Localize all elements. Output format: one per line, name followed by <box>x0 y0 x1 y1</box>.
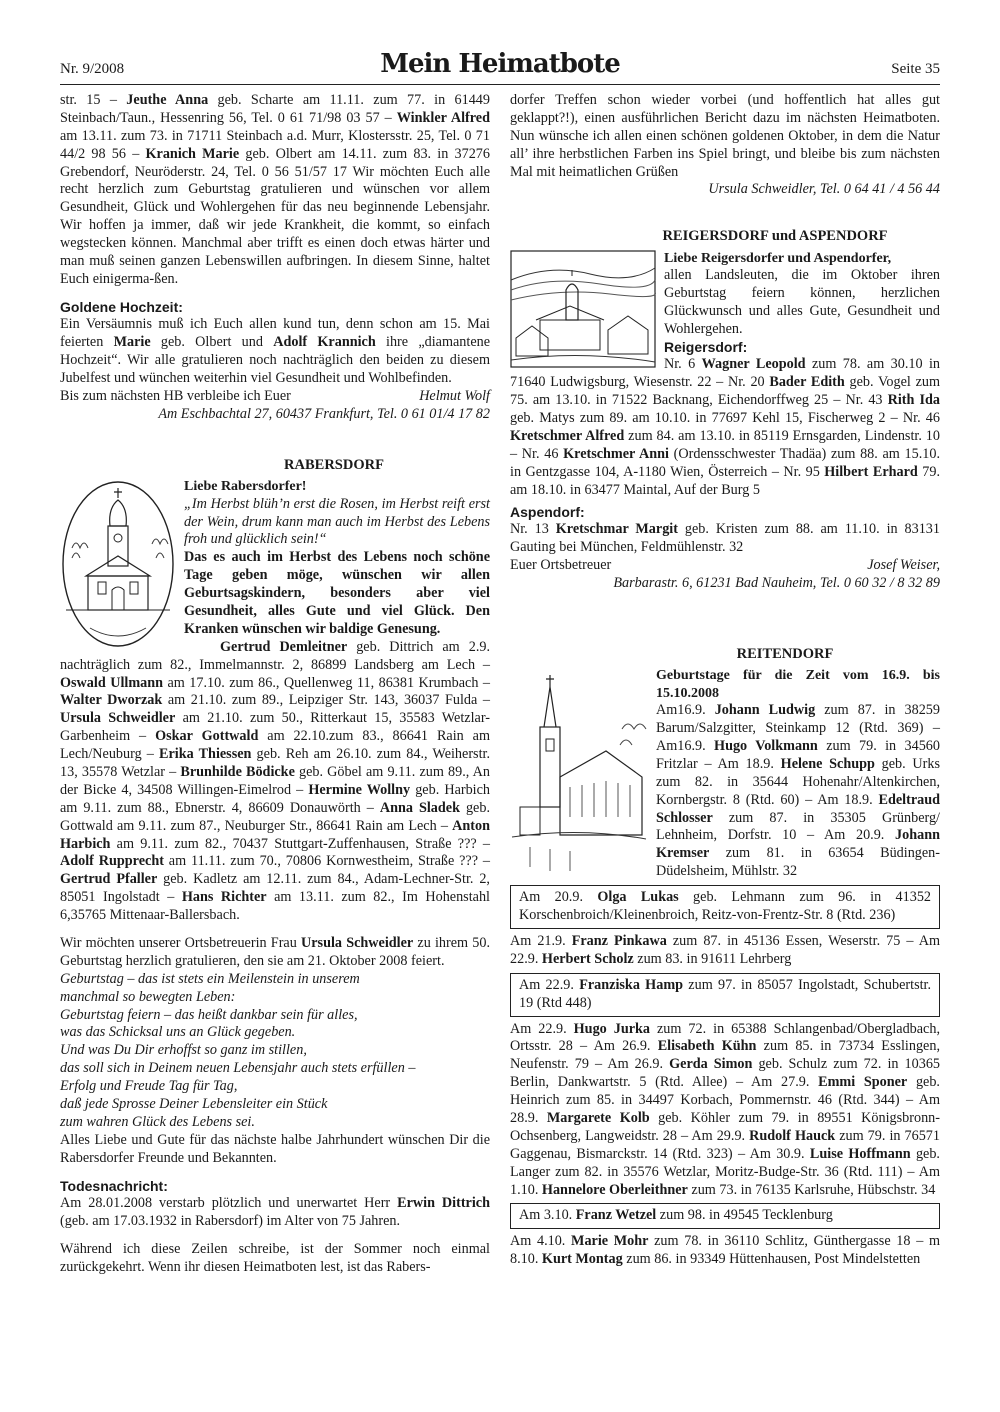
verse-line: zum wahren Glück des Lebens sei. <box>60 1113 255 1130</box>
person-name: Hannelore Oberleithner <box>541 1181 688 1198</box>
aspendorf-heading: Aspendorf: <box>510 503 585 520</box>
continued-paragraph: dorfer Treffen schon wieder vorbei (und hoffentlich hat alles gut geklappt?!), einen ausführlichen Bericht dazu im nächsten Heimatboten. Nun wünsche ich allen einen schönen goldenen Oktober, in dem die Natur all’ ihre herbstlichen Farben ins Spiel bringt, und bleibe bis zum nächsten Mal mit heimatlichen Grüßen <box>510 92 940 180</box>
text-run: zum 87. in 35305 Grünberg/ Lehnheim, Dorfstr. 10 – Am 20.9. <box>656 809 940 844</box>
text-run: geb. Köhler zum 79. in 89551 Königsbronn-Ochsenberg, Langweidstr. 28 – Am 29.9. <box>510 1109 940 1144</box>
congrats-paragraph <box>60 935 490 971</box>
person-name: Winkler Alfred <box>396 109 490 126</box>
text-run: zum 86. in 93349 Hüttenhausen, Post Mindelstetten <box>622 1251 921 1268</box>
masthead-title: Mein Heimatbote <box>380 49 620 79</box>
rabersdorf-chapel-illustration <box>60 478 176 650</box>
text-run: geb. Heinrich zum 85. in 34497 Korbach, Pommernstr. 46 (Rtd. 344) – Am 28.9. <box>510 1074 940 1126</box>
reigersdorf-village-illustration <box>510 250 656 368</box>
text-run: (geb. am 17.03.1932 in Rabersdorf) im Alter von 75 Jahren. <box>60 1213 401 1230</box>
text-run: Am16.9. <box>656 702 715 719</box>
village-icon <box>510 250 656 368</box>
reitendorf-list-2 <box>510 933 940 969</box>
reitendorf-list-4 <box>510 1233 940 1269</box>
text-run: zum 87. in 45136 Essen, Weserstr. 75 – Am 22.9. <box>510 932 940 967</box>
text-run: Wir möchten unserer Ortsbetreuerin Frau <box>60 935 302 952</box>
text-run: zum 79. in 76571 Gaggenau, Bismarckstr. 14 (Rtd. 323) – Am 30.9. <box>510 1127 940 1162</box>
text-run: zum 84. am 13.10. in 85119 Ernsgarden, Lindenstr. 10 – Nr. 46 <box>510 427 940 462</box>
text-run: geb. Reh am 26.10. zum 84., Weiherstr. 13, 35578 Wetzlar – <box>60 746 490 781</box>
rabersdorf-poem: „Im Herbst blüh’n erst die Rosen, im Herbst reift erst der Wein, drum kann man auch im Herbst des Lebens froh und glücklich sein!“ <box>184 495 490 548</box>
person-name: Franz Pinkawa <box>571 932 667 949</box>
text-run: geb. Olbert und <box>150 334 274 351</box>
person-name: Kranich Marie <box>145 145 240 162</box>
person-name: Rudolf Hauck <box>749 1127 836 1144</box>
text-run: am 9.11. zum 82., 70437 Stuttgart-Zuffenhausen, Straße ??? – <box>110 835 490 852</box>
person-name: Marie Mohr <box>571 1233 649 1250</box>
text-run: geb. Gottwald am 9.11. zum 87., Neuburger Str., 86641 Rain am Lech – <box>60 799 490 834</box>
person-name: Brunhilde Bödicke <box>180 764 295 781</box>
rabersdorf-wish: Das es auch im Herbst des Lebens noch schöne Tage geben möge, wünschen wir allen Geburtsagskindern, besonders aber viel Gesundheit, alles Gute und viel Glück. Den Kranken wünschen wir baldige Genesung. <box>184 549 490 637</box>
text-run: am 21.10. zum 50., Ritterkaut 15, 35583 Wetzlar-Garbenheim – <box>60 710 490 745</box>
page-number: Seite 35 <box>891 61 940 77</box>
death-notice-heading: Todesnachricht: <box>60 1177 168 1194</box>
text-run: 79. am 18.10. in 63477 Maintal, Auf der Burg 5 <box>510 463 940 498</box>
text-run: geb. Kristen zum 88. am 11.10. in 83131 Gauting bei München, Feldmühlenstr. 32 <box>510 521 940 556</box>
person-name: Hermine Wollny <box>308 781 411 798</box>
text-run: am 11.11. zum 70., 70806 Kornwestheim, Straße ??? – <box>163 853 490 870</box>
highlight-box-wetzel <box>510 1203 940 1229</box>
reigersdorf-wish: allen Landsleuten, die im Oktober ihren Geburtstag feiern können, herzlichen Glückwunsch und alles Gute, Gesundheit und Wohlergehen. <box>664 267 940 337</box>
person-name: Bader Edith <box>769 374 845 391</box>
person-name: Olga Lukas <box>597 889 679 906</box>
continued-signature: Ursula Schweidler, Tel. 0 64 41 / 4 56 44 <box>708 181 940 198</box>
text-run: Ein Versäumnis muß ich Euch allen kund tun, denn schon am 15. Mai feierten <box>60 316 490 351</box>
text-run: geb. Göbel am 9.11. zum 89., An der Bicke 4, 34508 Willingen-Eimelrod – <box>60 764 490 798</box>
golden-wedding-heading: Goldene Hochzeit: <box>60 298 183 315</box>
hb-line: Bis zum nächsten HB verbleibe ich Euer <box>60 387 291 404</box>
text-run: am 13.11. zum 73. in 71711 Steinbach a.d. Murr, Klostersstr. 25, Tel. 0 71 44/2 98 56 – <box>60 127 490 162</box>
verse-line: daß jede Sprosse Deiner Lebensleiter ein Stück <box>60 1096 328 1113</box>
person-name: Walter Dworzak <box>60 692 163 709</box>
text-run: geb. Langer zum 82. in 35576 Wetzlar, Moritz-Budge-Str. 36 (Rtd. 111) – Am 1.10. <box>510 1145 940 1198</box>
text-run: geb. Vogel zum 75. am 13.10. in 71522 Backnang, Eichendorffweg 25 – Nr. 43 <box>510 374 940 409</box>
text-run: Am 22.9. <box>519 976 580 993</box>
text-run: Am 22.9. <box>510 1020 574 1037</box>
person-name: Adolf Rupprecht <box>60 853 164 870</box>
reigersdorf-birthday-list <box>510 356 940 499</box>
person-name: Jeuthe Anna <box>126 92 209 108</box>
person-name: Margarete Kolb <box>546 1109 650 1126</box>
verse-line: was das Schicksal uns an Glück gegeben. <box>60 1024 296 1041</box>
text-run: (Ordensschwester Thadäa) zum 88. am 15.10. in Gentzgasse 104, A-1180 Wien, Österreich – Nr. 95 <box>510 445 940 480</box>
text-run: zum 78. in 36110 Schlitz, Günthergasse 18 – m 8.10. <box>510 1233 941 1268</box>
verse-closing: Alles Liebe und Gute für das nächste halbe Jahrhundert wünschen Dir die Rabersdorfer Freunde und Bekannten. <box>60 1131 490 1166</box>
rabersdorf-greeting: Liebe Rabersdorfer! <box>184 479 307 495</box>
text-run: str. 15 – <box>60 92 127 108</box>
person-name: Kretschmer Alfred <box>510 427 625 444</box>
person-name: Marie <box>113 334 151 351</box>
person-name: Franz Wetzel <box>575 1207 657 1224</box>
text-run: Am 4.10. <box>510 1233 572 1250</box>
person-name: Oswald Ullmann <box>60 674 164 691</box>
reitendorf-list-3 <box>510 1021 940 1200</box>
person-name: Oskar Gottwald <box>155 728 259 745</box>
text-run: zum 87. in 38259 Barum/Salzgitter, Steinkamp 12 (Rtd. 369) – Am16.9. <box>656 702 940 755</box>
verse-line: Und was Du Dir erhoffst so ganz im stillen, <box>60 1042 307 1059</box>
verse-line: Geburtstag – das ist stets ein Meilenstein in unserem <box>60 970 360 987</box>
hb-signature <box>60 388 490 406</box>
person-name: Gertrud Pfaller <box>60 871 158 888</box>
text-run: Am 3.10. <box>519 1207 576 1224</box>
verse-line: das soll sich in Deinem neuen Lebensjahr auch stets erfüllen – <box>60 1060 416 1077</box>
person-name: Ursula Schweidler <box>301 935 414 952</box>
text-run: zu ihrem 50. Geburtstag herzlich gratulieren, den sie am 21. Oktober 2008 feiert. <box>60 935 491 969</box>
text-run: zum 97. in 85057 Ingolstadt, Schubertstr. 19 (Rtd 448) <box>519 976 932 1011</box>
person-name: Kurt Montag <box>541 1251 623 1268</box>
person-name: Johann Ludwig <box>714 702 816 719</box>
death-notice-text <box>60 1195 490 1231</box>
text-run: geb. Kadletz am 12.11. zum 84., Adam-Lechner-Str. 2, 85051 Ingolstadt – <box>60 871 490 906</box>
person-name: Gertrud Demleitner <box>220 638 348 655</box>
text-run: am 17.10. zum 86., Quellenweg 11, 86381 Krumbach – <box>163 674 490 691</box>
text-run: am 21.10. zum 89., Leipziger Str. 143, 36037 Fulda – <box>162 692 491 709</box>
text-run: zum 78. am 30.10 in 71640 Ludwigsburg, Wiesenstr. 22 – Nr. 20 <box>510 356 941 391</box>
person-name: Wagner Leopold <box>701 356 806 373</box>
golden-wedding-text <box>60 316 490 388</box>
person-name: Johann Kremser <box>656 827 940 862</box>
reitendorf-church-illustration <box>510 667 648 875</box>
intro-paragraph <box>60 92 490 289</box>
person-name: Anna Sladek <box>379 799 460 816</box>
person-name: Ursula Schweidler <box>60 710 176 727</box>
text-run: Am 20.9. <box>519 889 598 906</box>
person-name: Hans Richter <box>181 889 267 906</box>
text-run: geb. Scharte am 11.11. zum 77. in 61449 Steinbach/Taun., Hessenring 56, Tel. 0 61 71/98 03 57 – <box>60 92 490 126</box>
text-run: zum 79. in 34560 Fritzlar – Am 18.9. <box>656 738 940 772</box>
person-name: Hugo Volkmann <box>714 738 818 755</box>
text-run: geb. Lehmann zum 96. in 41352 Korschenbroich/Kleinenbroich, Reitz-von-Frentz-Str. 8 (Rtd. 236) <box>519 889 932 924</box>
header-rule <box>60 84 940 85</box>
highlight-box-lukas <box>510 885 940 929</box>
person-name: Kretschmar Margit <box>555 521 678 538</box>
reitendorf-title: REITENDORF <box>736 645 834 662</box>
issue-number: Nr. 9/2008 <box>60 61 125 77</box>
person-name: Hilbert Erhard <box>824 463 918 480</box>
person-name: Franziska Hamp <box>579 976 684 993</box>
person-name: Emmi Sponer <box>818 1074 908 1091</box>
text-run: zum 98. in 49545 Tecklenburg <box>656 1207 833 1224</box>
text-run: zum 81. in 63654 Büdingen-Düdelsheim, Mühlstr. 32 <box>656 845 940 880</box>
verse-line: manchmal so bewegten Leben: <box>60 988 236 1005</box>
text-run: geb. Schulz zum 72. in 10365 Berlin, Dankwartstr. 5 (Rtd. Allee) – Am 27.9. <box>510 1056 941 1091</box>
page-header <box>60 49 940 82</box>
person-name: Erwin Dittrich <box>397 1195 490 1212</box>
person-name: Kretschmer Anni <box>563 445 669 462</box>
text-run: geb. Dittrich am 2.9. nachträglich zum 82., Immelmannstr. 2, 86899 Landsberg am Lech – <box>60 638 491 673</box>
person-name: Adolf Krannich <box>273 334 376 351</box>
church-icon <box>510 667 648 875</box>
hb-address: Am Eschbachtal 27, 60437 Frankfurt, Tel. 0 61 01/4 17 82 <box>158 405 490 422</box>
text-run: zum 73. in 76135 Karlsruhe, Hübschstr. 34 <box>687 1181 936 1198</box>
reigersdorf-heading: Reigersdorf: <box>664 338 748 355</box>
person-name: Herbert Scholz <box>541 950 634 967</box>
verse-line: Geburtstag feiern – das heißt dankbar sein für alles, <box>60 1006 358 1023</box>
text-run: Nr. 13 <box>510 521 556 538</box>
verse-line: Erfolg und Freude Tag für Tag, <box>60 1078 238 1095</box>
reigersdorf-title: REIGERSDORF und ASPENDORF <box>662 228 888 245</box>
text-run: geb. Olbert am 14.11. zum 83. in 37276 Grebendorf, Neuröderstr. 24, Tel. 0 56 51/57 17 Wir möchten Euch alle recht herzlich zum Geburtstag gratulieren und wünschen vor allem Gesundheit, Glück und Wohlergehen für das neu beginnende Lebensjahr. Wir hoffen ja immer, daß wir jede Krankheit, die kommt, so einfach wegstecken können. Manchmal aber trifft es einen doch etwas härter und man muß seinen ganzen Lebenswillen aufbringen. In diesem Sinne, haltet Euch einigerma-ßen. <box>60 145 490 287</box>
person-name: Gerda Simon <box>669 1056 753 1073</box>
person-name: Helene Schupp <box>780 755 875 772</box>
person-name: Erika Thiessen <box>159 746 252 763</box>
rabersdorf-title: RABERSDORF <box>284 456 384 473</box>
text-run: Am 28.01.2008 verstarb plötzlich und unerwartet Herr <box>60 1195 398 1212</box>
text-run: geb. Harbich am 9.11. zum 88., Ebnerstr. 4, 86609 Donauwörth – <box>60 781 491 816</box>
aspendorf-signature <box>510 557 940 575</box>
chapel-icon <box>60 478 176 650</box>
left-column <box>60 92 490 1277</box>
aspendorf-address: Barbarastr. 6, 61231 Bad Nauheim, Tel. 0 60 32 / 8 32 89 <box>613 574 940 591</box>
text-run: zum 72. in 65388 Schlangenbad/Obergladbach, Ortsstr. 28 – Am 26.9. <box>510 1020 940 1055</box>
person-name: Elisabeth Kühn <box>657 1038 757 1055</box>
person-name: Luise Hoffmann <box>809 1145 911 1162</box>
reitendorf-heading: Geburtstage für die Zeit vom 16.9. bis 15.10.2008 <box>656 668 940 701</box>
aspendorf-sig-label: Euer Ortsbetreuer <box>510 556 612 573</box>
person-name: Hugo Jurka <box>573 1020 651 1037</box>
person-name: Anton Harbich <box>60 817 490 852</box>
hb-name: Helmut Wolf <box>419 387 490 404</box>
person-name: Rith Ida <box>887 392 941 409</box>
text-run: zum 83. in 91611 Lehrberg <box>633 950 792 967</box>
birthday-verse <box>60 971 490 1132</box>
text-run: geb. Matys zum 89. am 10.10. in 77697 Kehl 15, Fischerweg 2 – Nr. 46 <box>510 410 940 427</box>
text-run: geb. Urks zum 82. in 35644 Hohenahr/Altenkirchen, Kornbergstr. 8 (Rtd. 60) – Am 18.9. <box>656 755 940 808</box>
reigersdorf-greeting: Liebe Reigersdorfer und Aspendorfer, <box>664 250 892 266</box>
text-run: zum 85. in 73734 Esslingen, Neufenstr. 79 – Am 26.9. <box>510 1038 940 1073</box>
highlight-box-hamp <box>510 973 940 1017</box>
rabersdorf-birthday-list <box>60 639 490 925</box>
text-run: Nr. 6 <box>664 356 702 373</box>
text-run: Am 21.9. <box>510 932 572 949</box>
text-run: am 13.11. zum 82., Im Hohenstahl 6,35765 Mittenaar-Ballersbach. <box>60 889 490 924</box>
closing-paragraph: Während ich diese Zeilen schreibe, ist der Sommer noch einmal zurückgekehrt. Wenn ihr diesen Heimatboten lest, ist das Rabers- <box>60 1241 490 1275</box>
aspendorf-birthday-list <box>510 521 940 557</box>
text-run: am 22.10.zum 83., 86641 Rain am Lech/Neuburg – <box>60 728 491 763</box>
right-column <box>510 92 940 1269</box>
person-name: Edeltraud Schlosser <box>656 791 940 826</box>
text-run: ihre „diamantene Hochzeit“. Wir alle gratulieren noch nachträglich den beiden zu diesem Jubelfest und wünchen weiterhin viel Gesundheit und Wohlbefinden. <box>60 334 491 387</box>
aspendorf-sig-name: Josef Weiser, <box>867 556 940 573</box>
